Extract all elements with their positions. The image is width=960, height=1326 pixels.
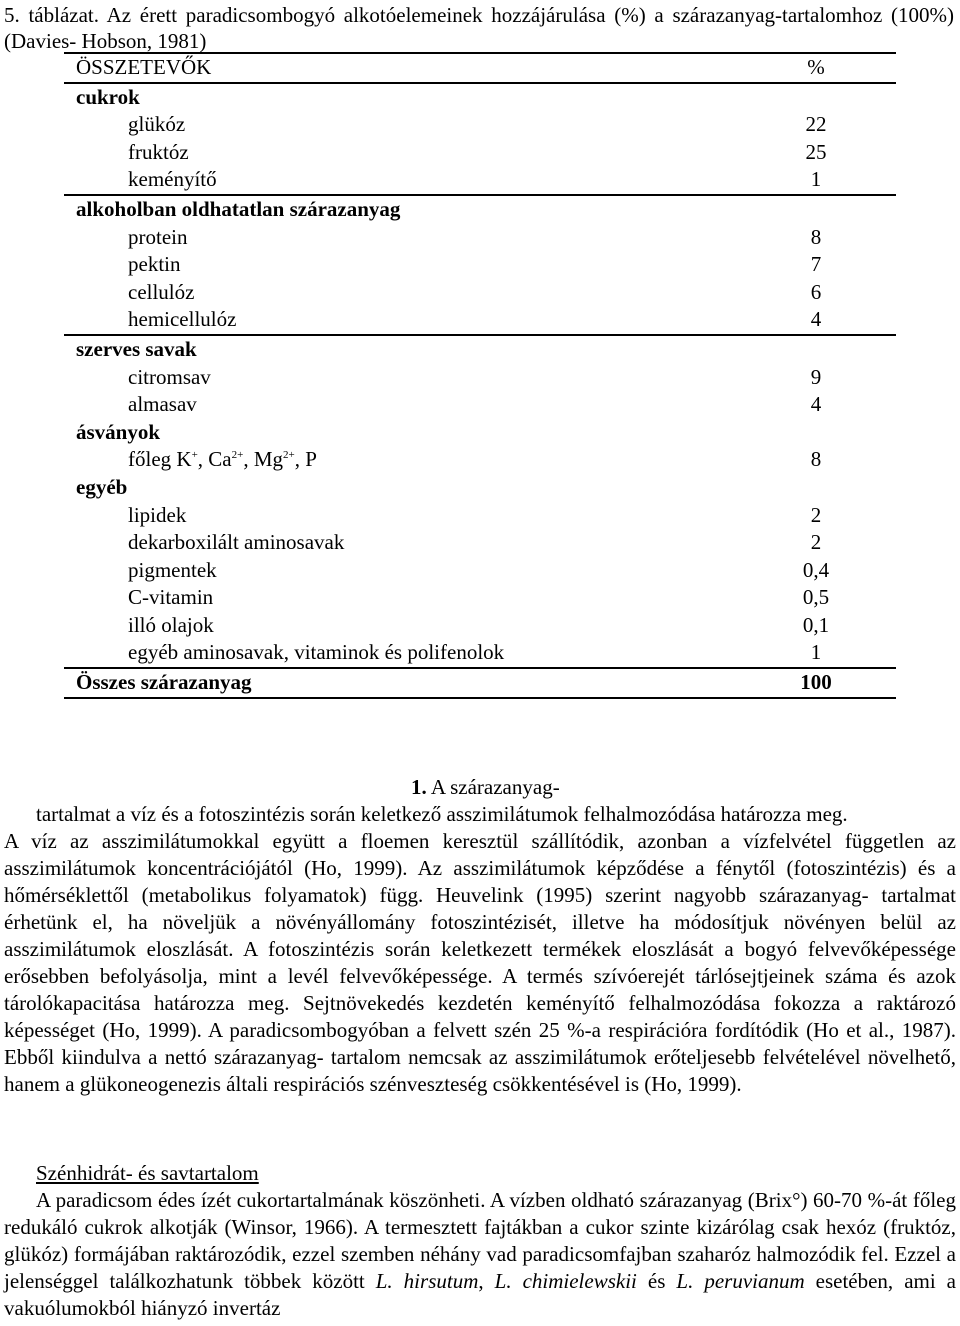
row-value: 0,4 — [802, 557, 830, 582]
row-value: 22 — [805, 112, 827, 137]
species-name: L. peruvianum — [676, 1269, 805, 1293]
table-row — [64, 111, 896, 139]
row-value: 6 — [810, 279, 822, 304]
row-value: 7 — [810, 252, 822, 277]
row-label: glükóz — [128, 112, 186, 137]
section-title: A szárazanyag- — [430, 775, 560, 799]
section-paragraph — [4, 801, 956, 1098]
composition-table — [64, 52, 896, 699]
section-first-line: tartalmat a víz és a fotoszintézis során keletkező asszimilátumok felhalmozódása határozza meg. — [36, 802, 848, 826]
species-name: L. chimielewskii — [494, 1269, 637, 1293]
group-title-row — [64, 419, 896, 447]
charge-superscript: + — [191, 449, 198, 462]
table-row — [64, 306, 896, 335]
row-label: lipidek — [128, 502, 187, 527]
row-value: 8 — [810, 224, 822, 249]
row-label: illó olajok — [128, 612, 214, 637]
total-value: 100 — [736, 668, 896, 698]
row-label: almasav — [128, 392, 197, 417]
table-header-row — [64, 53, 896, 83]
table-row — [64, 224, 896, 252]
table-row — [64, 391, 896, 419]
paragraph-text: , — [478, 1269, 495, 1293]
group-title: szerves savak — [76, 336, 197, 361]
paragraph-text: esetében, ami a vakuólumokból hiányzó invertáz — [4, 1269, 957, 1320]
label-part: főleg K — [128, 447, 192, 472]
subsection-title: Szénhidrát- és savtartalom — [36, 1161, 259, 1185]
table-row — [64, 166, 896, 195]
row-label: protein — [128, 224, 188, 249]
row-value: 0,1 — [802, 612, 830, 637]
group-title-row — [64, 195, 896, 224]
caption-label: 5. táblázat. — [4, 3, 99, 27]
row-value: 9 — [810, 364, 822, 389]
subsection-paragraph — [4, 1187, 956, 1322]
row-value: 8 — [810, 447, 822, 472]
row-label: egyéb aminosavak, vitaminok és polifenolok — [64, 639, 736, 668]
row-value: 4 — [736, 306, 896, 335]
row-label: citromsav — [128, 364, 211, 389]
row-value: 4 — [810, 392, 822, 417]
paragraph-text: és — [636, 1269, 677, 1293]
label-part: , Ca — [197, 447, 232, 472]
table-row — [64, 364, 896, 392]
header-label: ÖSSZETEVŐK — [64, 53, 736, 83]
charge-superscript: 2+ — [283, 449, 295, 462]
table-row — [64, 139, 896, 167]
section-body: A víz az asszimilátumokkal együtt a floemen keresztül szállítódik, azonban a vízfelvétel független az asszimilátumok koncentrációjától (Ho, 1999). Az asszimilátumok képződése a fénytől (fotoszintézis) és a hőmérséklettől (metabolikus folyamatok) függ. Heuvelink (1995) szerint nagyobb szárazanyag- tartalmat érhetünk el, ha növeljük a növényállomány fotoszintézisét, illetve ha módosítjuk növényen belül az asszimilátumok eloszlását. A fotoszintézis során keletkezett termékek eloszlását a bogyó felvevőképessége erősebben befolyásolja, mint a levél felvevőképessége. A termés szívóerejét tárlósejtjeinek száma és azok tárolókapacitása határozza meg. Sejtnövekedés kezdetén keményítő felhalmozódása fokozza a raktározó képességet (Ho, 1999). A paradicsombogyóban a felvett szén 25 %-a respirációra fordítódik (Ho et al., 1987). Ebből kiindulva a nettó szárazanyag- tartalom nemcsak az asszimilátumok erőteljesebb felvételével növelhető, hanem a glükoneogenezis általi respirációs szénveszteség csökkentésével is (Ho, 1999). — [4, 829, 956, 1096]
table-row — [64, 251, 896, 279]
group-title-row — [64, 335, 896, 364]
row-value: 2 — [810, 502, 822, 527]
total-row — [64, 668, 896, 698]
label-part: , Mg — [243, 447, 284, 472]
table-row — [64, 446, 896, 474]
row-label: cellulóz — [128, 279, 195, 304]
table-row — [64, 279, 896, 307]
row-label: fruktóz — [128, 139, 189, 164]
label-part: , P — [294, 447, 317, 472]
row-label: keményítő — [64, 166, 736, 195]
row-label: pektin — [128, 252, 181, 277]
row-label: dekarboxilált aminosavak — [128, 530, 345, 555]
row-label: C-vitamin — [128, 585, 214, 610]
table-row — [64, 584, 896, 612]
table-caption — [4, 2, 954, 54]
group-title-row — [64, 474, 896, 502]
group-title: ásványok — [76, 419, 161, 444]
row-value: 1 — [736, 639, 896, 668]
row-value: 1 — [736, 166, 896, 195]
section-number: 1. — [411, 775, 427, 799]
species-name: L. hirsutum — [375, 1269, 479, 1293]
table-row — [64, 612, 896, 640]
group-title: cukrok — [76, 84, 140, 109]
row-label: hemicellulóz — [64, 306, 736, 335]
charge-superscript: 2+ — [231, 449, 244, 462]
table-row — [64, 557, 896, 585]
group-title: alkoholban oldhatatlan szárazanyag — [76, 196, 401, 221]
total-label: Összes szárazanyag — [64, 668, 736, 698]
table-row — [64, 502, 896, 530]
group-title-row — [64, 83, 896, 112]
section-heading — [411, 774, 560, 801]
row-value: 0,5 — [802, 585, 830, 610]
table-row — [64, 529, 896, 557]
table-row — [64, 639, 896, 668]
header-value: % — [736, 53, 896, 83]
paragraph-text: A paradicsom édes ízét cukortartalmának köszönheti. A vízben oldható szárazanyag (Brix°) 60-70 %-át főleg redukáló cukrok alkotják (Winsor, 1966). A termesztett fajtákban a cukor szinte kizárólag csak hexóz (fruktóz, glükóz) formájában raktározódik, ezzel szemben néhány vad paradicsomfajban szaharóz halmozódik fel. Ezzel a jelenséggel találkozhatunk többek között — [4, 1188, 956, 1293]
row-label: pigmentek — [128, 557, 217, 582]
group-title: egyéb — [76, 474, 128, 499]
row-value: 25 — [805, 139, 827, 164]
row-label — [64, 446, 736, 474]
caption-text: Az érett paradicsombogyó alkotóelemeinek hozzájárulása (%) a szárazanyag-tartalomhoz (100%) (Davies- Hobson, 1981) — [4, 3, 955, 53]
row-value: 2 — [810, 530, 822, 555]
